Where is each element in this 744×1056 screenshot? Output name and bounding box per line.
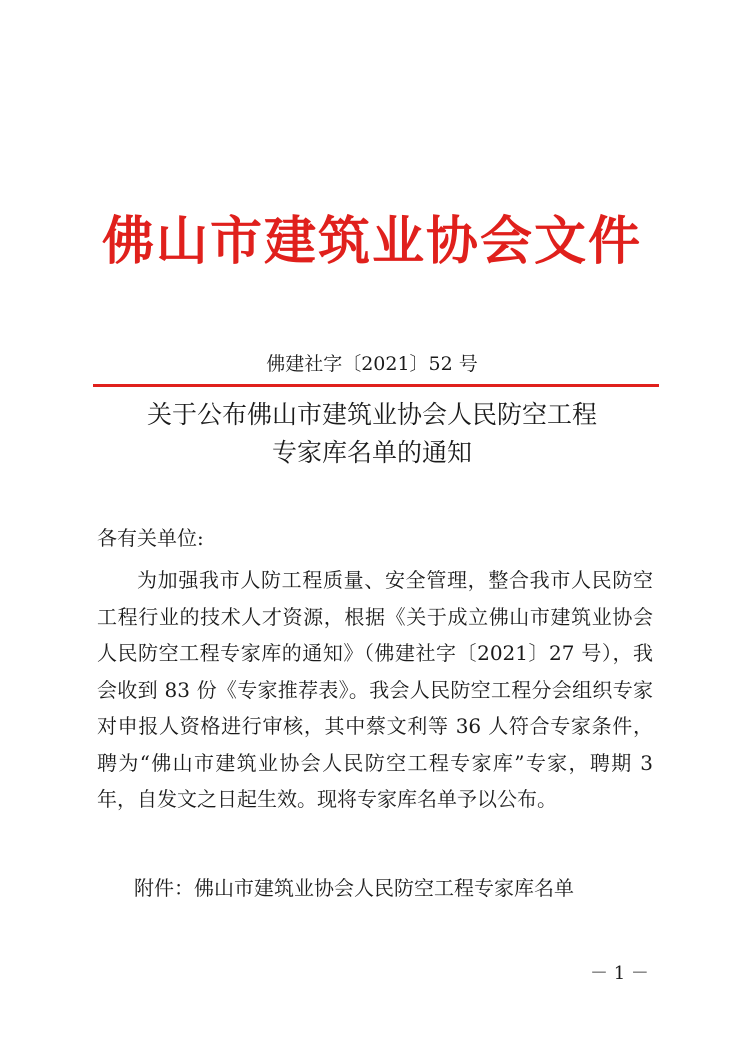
salutation: 各有关单位: <box>97 526 204 550</box>
document-number: 佛建社字〔2021〕52 号 <box>266 353 478 375</box>
notice-title-line-1: 关于公布佛山市建筑业协会人民防空工程 <box>146 400 597 429</box>
notice-title-line-2: 专家库名单的通知 <box>271 438 472 467</box>
body-paragraph: 为加强我市人防工程质量、安全管理，整合我市人民防空工程行业的技术人才资源，根据《关于成立佛山市建筑业协会人民防空工程专家库的通知》（佛建社字〔2021〕27 号），我会收到 83 份《专家推荐表》。我会人民防空工程分会组织专家对申报人资格进行审核，其中蔡文利等 36 人符合专家条件，聘为“佛山市建筑业协会人民防空工程专家库”专家，聘期 3 年，自发文之日起生效。现将专家库名单予以公布。 <box>97 568 653 811</box>
document-header-title: 佛山市建筑业协会文件 <box>101 211 642 272</box>
notice-title <box>0 396 744 472</box>
attachment-line: 附件：佛山市建筑业协会人民防空工程专家库名单 <box>134 876 574 900</box>
page-number: － 1 － <box>590 963 649 984</box>
header-divider <box>93 384 659 387</box>
